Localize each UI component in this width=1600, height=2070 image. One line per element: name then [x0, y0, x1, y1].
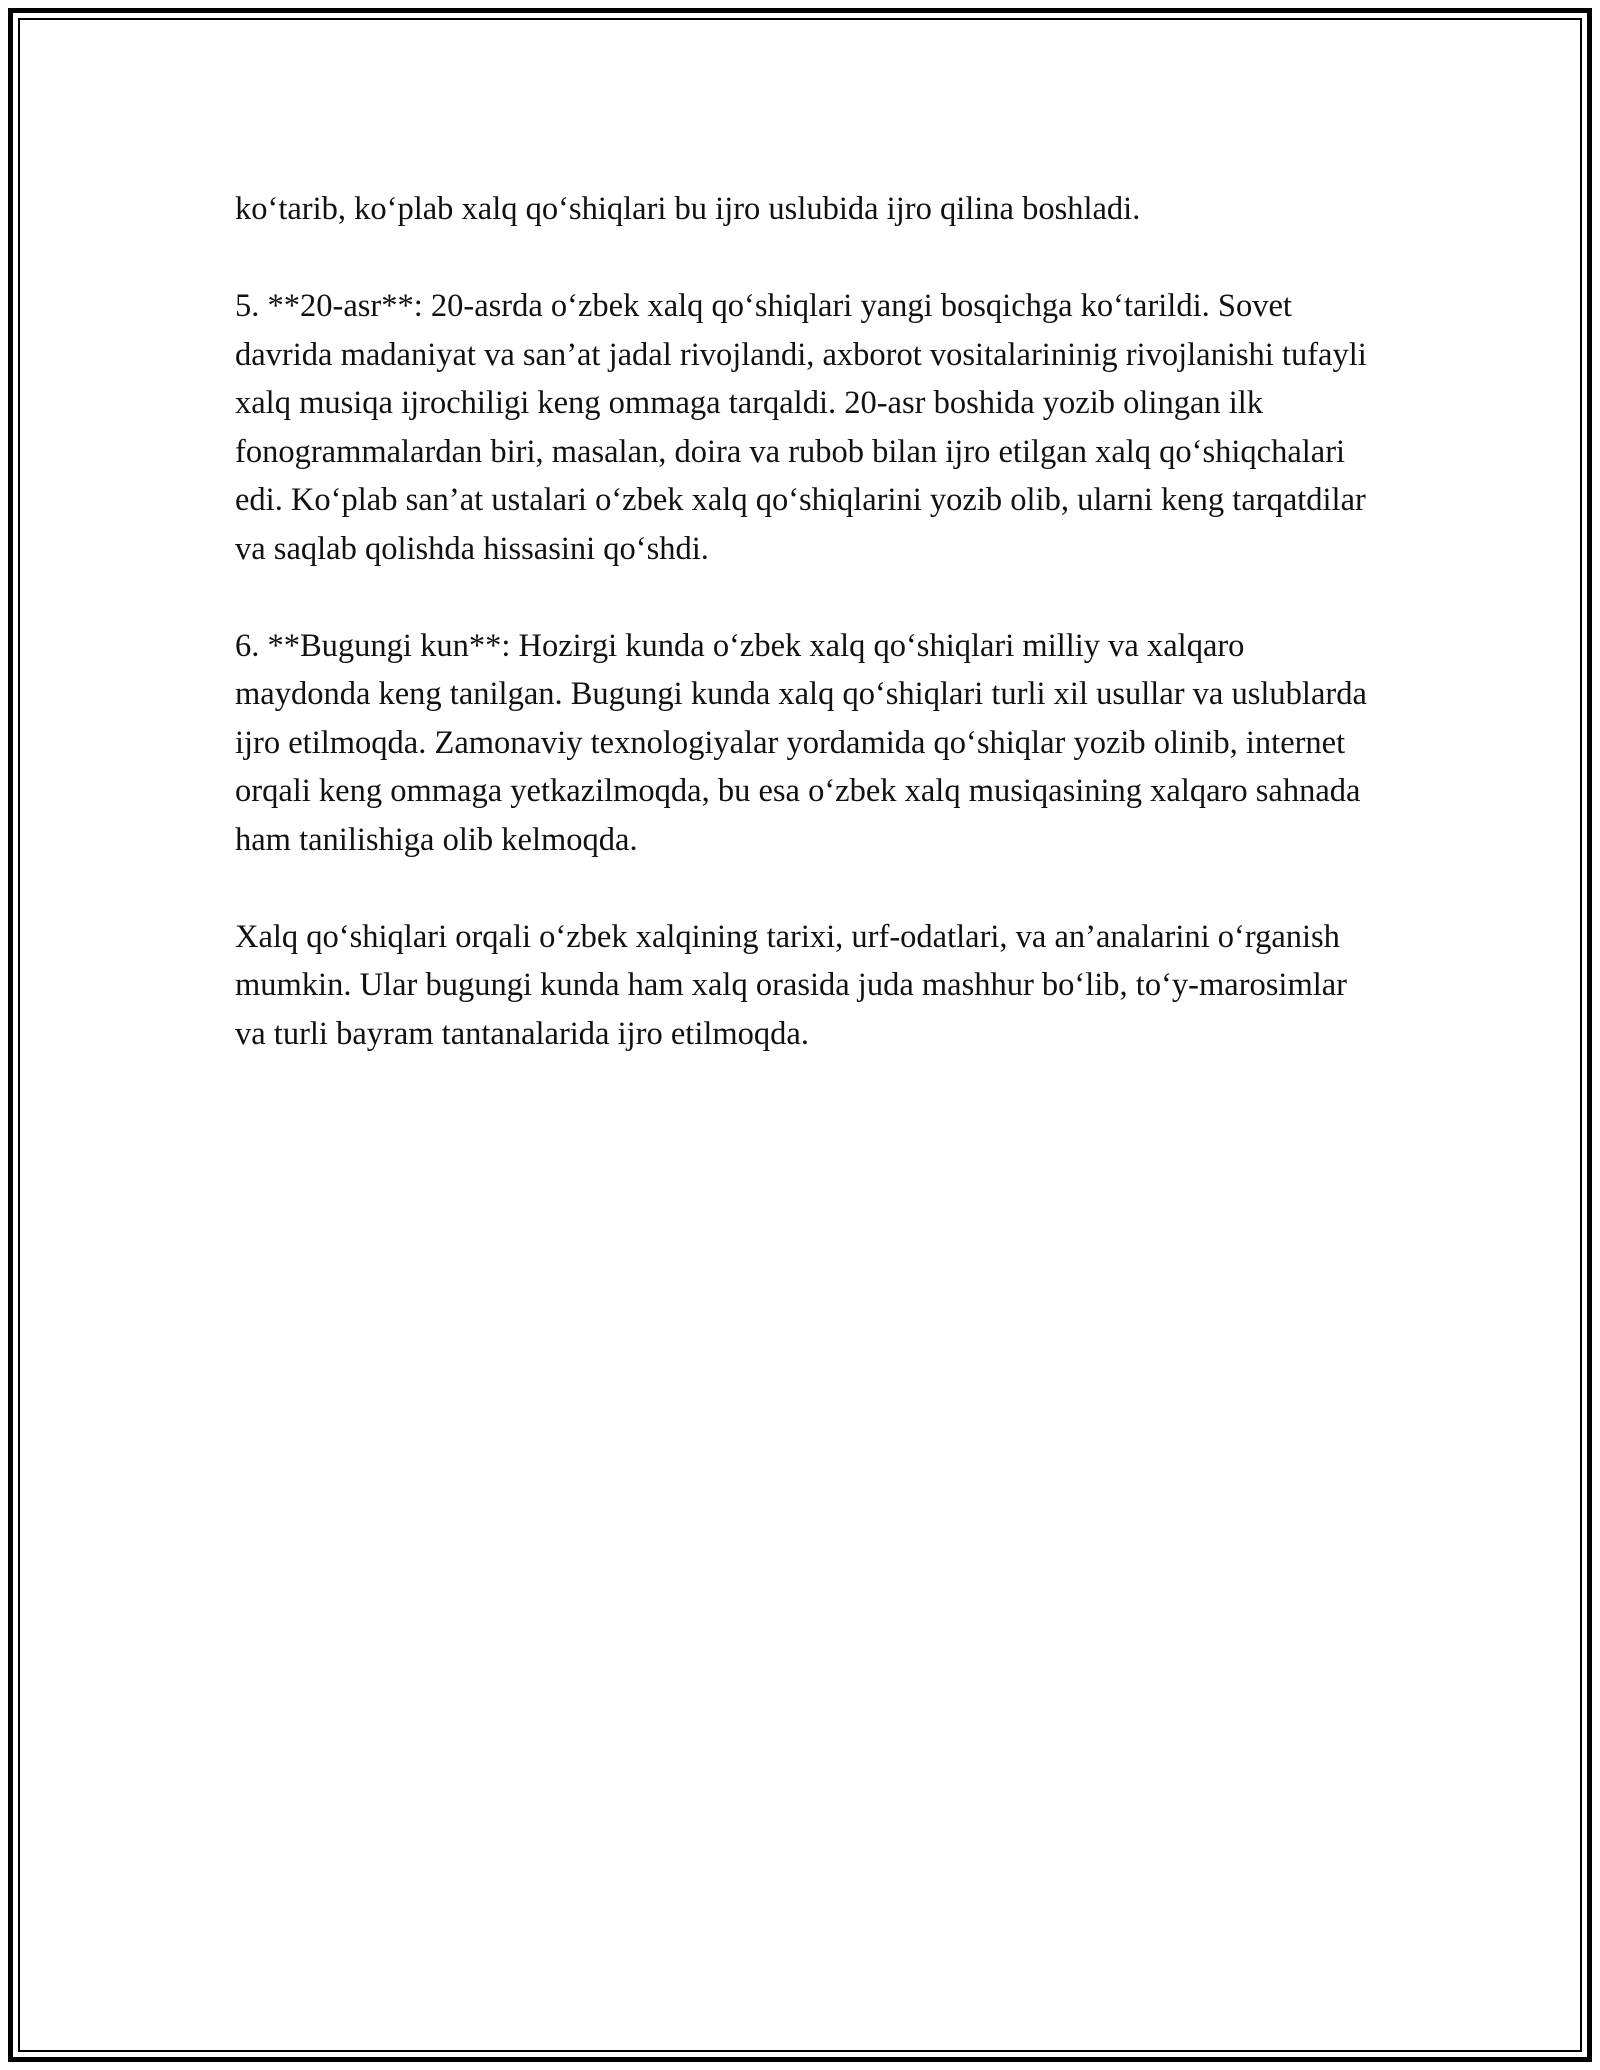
paragraph-today: 6. **Bugungi kun**: Hozirgi kunda o‘zbek xalq qo‘shiqlari milliy va xalqaro maydonda keng tanilgan. Bugungi kunda xalq qo‘shiqlari turli xil usullar va uslublarda ijro etilmoqda. Zamonaviy texnologiyalar yordamida qo‘shiqlar yozib olinib, internet orqali keng ommaga yetkazilmoqda, bu esa o‘zbek xalq musiqasining xalqaro sahnada ham tanilishiga olib kelmoqda.: [235, 627, 1367, 858]
paragraph-20th-century: 5. **20-asr**: 20-asrda o‘zbek xalq qo‘shiqlari yangi bosqichga ko‘tarildi. Sovet davrida madaniyat va san’at jadal rivojlandi, axborot vositalarininig rivojlanishi tufayli xalq musiqa ijrochiligi keng ommaga tarqaldi. 20-asr boshida yozib olingan ilk fonogrammalardan biri, masalan, doira va rubob bilan ijro etilgan xalq qo‘shiqchalari edi. Ko‘plab san’at ustalari o‘zbek xalq qo‘shiqlarini yozib olib, ularni keng tarqatdilar va saqlab qolishda hissasini qo‘shdi.: [235, 288, 1367, 567]
paragraph-conclusion: Xalq qo‘shiqlari orqali o‘zbek xalqining tarixi, urf-odatlari, va an’analarini o‘rganish mumkin. Ular bugungi kunda ham xalq orasida juda mashhur bo‘lib, to‘y-marosimlar va turli bayram tantanalarida ijro etilmoqda.: [235, 918, 1347, 1052]
paragraph-continuation: ko‘tarib, ko‘plab xalq qo‘shiqlari bu ijro uslubida ijro qilina boshladi.: [235, 191, 1141, 227]
page-body: [235, 185, 1375, 1058]
